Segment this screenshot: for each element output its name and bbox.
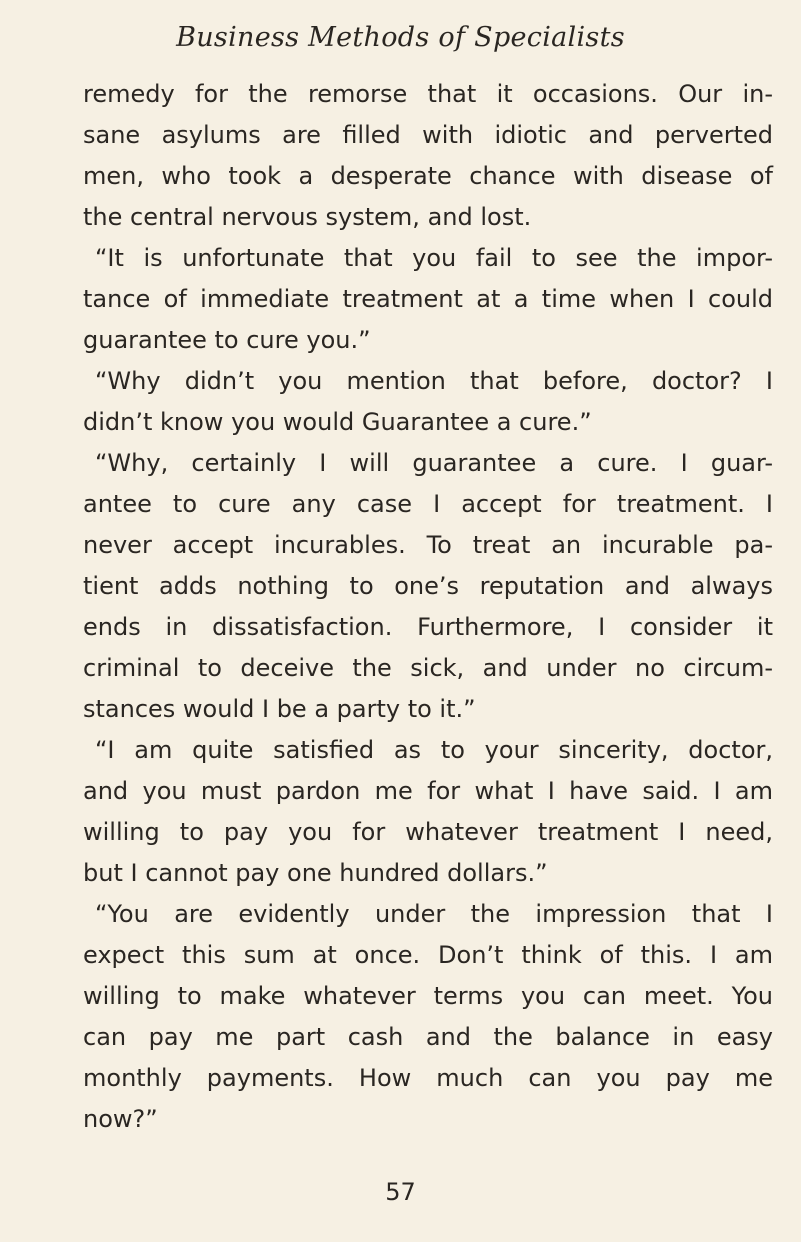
text-line: but I cannot pay one hundred dollars.” <box>83 859 548 887</box>
text-line: willing to pay you for whatever treatment I need, <box>83 818 773 846</box>
text-line: willing to make whatever terms you can meet. You <box>83 982 773 1010</box>
text-line: now?” <box>83 1105 158 1133</box>
page-number: 57 <box>385 1178 416 1206</box>
text-line: can pay me part cash and the balance in easy <box>83 1023 773 1051</box>
text-line: didn’t know you would Guarantee a cure.” <box>83 408 592 436</box>
text-line: monthly payments. How much can you pay me <box>83 1064 773 1092</box>
text-line: “You are evidently under the impression that I <box>95 900 773 928</box>
text-line: guarantee to cure you.” <box>83 326 371 354</box>
text-line: and you must pardon me for what I have said. I am <box>83 777 773 805</box>
text-line: antee to cure any case I accept for treatment. I <box>83 490 773 518</box>
text-line: criminal to deceive the sick, and under no circum- <box>83 654 773 682</box>
text-line: “It is unfortunate that you fail to see the impor- <box>95 244 773 272</box>
running-head: Business Methods of Specialists <box>176 22 625 53</box>
text-line: tance of immediate treatment at a time when I could <box>83 285 773 313</box>
text-line: tient adds nothing to one’s reputation and always <box>83 572 773 600</box>
text-line: expect this sum at once. Don’t think of this. I am <box>83 941 773 969</box>
text-line: men, who took a desperate chance with disease of <box>83 162 773 190</box>
text-line: “I am quite satisfied as to your sincerity, doctor, <box>95 736 773 764</box>
text-line: never accept incurables. To treat an incurable pa- <box>83 531 773 559</box>
text-line: remedy for the remorse that it occasions. Our in- <box>83 80 773 108</box>
text-line: ends in dissatisfaction. Furthermore, I consider it <box>83 613 773 641</box>
text-line: “Why, certainly I will guarantee a cure. I guar- <box>95 449 773 477</box>
text-line: “Why didn’t you mention that before, doctor? I <box>95 367 773 395</box>
text-line: the central nervous system, and lost. <box>83 203 532 231</box>
text-line: sane asylums are filled with idiotic and perverted <box>83 121 773 149</box>
body-text <box>83 74 773 1140</box>
text-line: stances would I be a party to it.” <box>83 695 476 723</box>
